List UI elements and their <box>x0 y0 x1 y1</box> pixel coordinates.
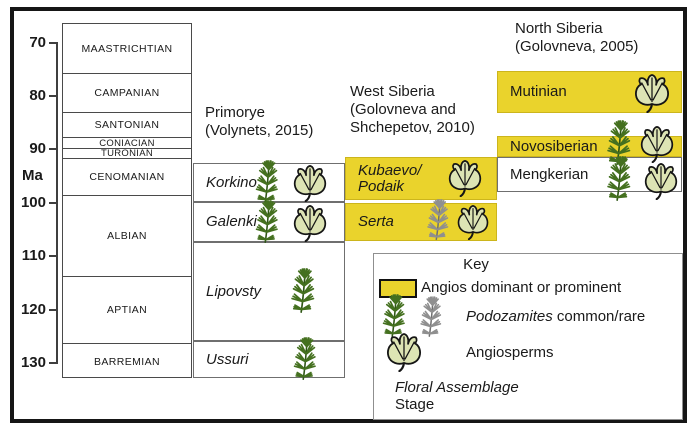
angios-dominant-label: Angios dominant or prominent <box>421 279 622 296</box>
angiosperm-icon <box>635 125 679 163</box>
angiosperm-icon <box>288 204 332 242</box>
stage-row-coniacian <box>63 137 191 148</box>
podozamites-common-icon <box>288 337 322 381</box>
stage-label: ALBIAN <box>107 230 147 242</box>
stage-row-campanian <box>63 73 191 112</box>
stage-label: CAMPANIAN <box>94 87 160 99</box>
assemblage-label: Serta <box>358 213 394 230</box>
podozamites-rare-icon <box>422 199 454 241</box>
primorye-header-line2: (Volynets, 2015) <box>205 122 314 139</box>
angiosperm-icon <box>629 73 675 113</box>
stage-label: MAASTRICHTIAN <box>81 42 173 55</box>
assemblage-label: Mengkerian <box>510 165 589 183</box>
north-siberia-header-line1: North Siberia <box>515 20 603 37</box>
angiosperm-icon <box>288 164 332 202</box>
podozamites-label <box>466 309 645 325</box>
podozamites-common-icon <box>285 268 321 314</box>
tick-label-90: 90 <box>29 140 46 158</box>
tick-mark <box>49 309 57 311</box>
assemblage-label: Lipovsty <box>206 282 262 300</box>
stage-label: TURONIAN <box>100 148 153 159</box>
west-siberia-header-line2: (Golovneva and <box>350 101 456 118</box>
stage-label: CONIACIAN <box>99 137 155 149</box>
assemblage-label-line1: Kubaevo/ <box>358 161 422 179</box>
tick-mark <box>49 42 57 44</box>
angiosperm-icon <box>443 159 487 197</box>
floral-assemblage-note: Floral Assemblage <box>395 379 519 396</box>
tick-mark <box>49 362 57 364</box>
stage-row-albian <box>63 195 191 276</box>
tick-mark <box>49 255 57 257</box>
podozamites-common-icon <box>250 160 284 204</box>
podozamites-common-icon <box>250 200 284 244</box>
assemblage-label: Mutinian <box>510 83 567 100</box>
stage-label: SANTONIAN <box>94 119 160 131</box>
angiosperm-icon <box>452 204 494 240</box>
ma-unit-label: Ma <box>22 167 43 184</box>
tick-label-100: 100 <box>20 193 46 211</box>
assemblage-ussuri <box>193 341 345 378</box>
stage-note: Stage <box>395 396 435 413</box>
stage-label: CENOMANIAN <box>89 171 165 183</box>
assemblage-label: Ussuri <box>206 350 249 368</box>
podozamites-word: Podozamites <box>466 308 553 325</box>
primorye-header-line1: Primorye <box>205 104 266 121</box>
assemblage-label: Korkino <box>206 173 257 191</box>
tick-label-130: 130 <box>20 353 46 371</box>
assemblage-label: Novosiberian <box>510 137 598 155</box>
podozamites-rest: common/rare <box>552 308 646 325</box>
stage-label: BARREMIAN <box>93 355 161 368</box>
assemblage-label: Galenki <box>206 213 257 230</box>
north-siberia-header-line2: (Golovneva, 2005) <box>515 38 639 55</box>
tick-mark <box>49 95 57 97</box>
stage-row-cenomanian <box>63 158 191 195</box>
assemblage-label-line2: Podaik <box>358 177 404 195</box>
assemblage-label <box>346 163 421 195</box>
stage-row-turonian <box>63 148 191 158</box>
tick-label-80: 80 <box>29 86 46 104</box>
tick-mark <box>49 202 57 204</box>
angiosperms-label: Angiosperms <box>466 344 554 361</box>
stage-row-santonian <box>63 112 191 137</box>
podozamites-common-icon <box>602 156 636 202</box>
chronostratigraphic-column <box>62 23 192 378</box>
stage-row-barremian <box>63 343 191 379</box>
assemblage-lipovsty <box>193 242 345 341</box>
north-siberia-header <box>515 20 638 56</box>
key-title: Key <box>463 256 489 273</box>
tick-label-70: 70 <box>29 33 46 51</box>
primorye-header <box>205 104 313 140</box>
west-siberia-header-line3: Shchepetov, 2010) <box>350 119 475 136</box>
tick-mark <box>49 148 57 150</box>
west-siberia-header <box>350 83 475 137</box>
tick-label-120: 120 <box>20 300 46 318</box>
stage-label: APTIAN <box>106 304 148 316</box>
stage-row-aptian <box>63 276 191 343</box>
stage-row-maastrichtian <box>63 24 191 73</box>
angiosperm-icon <box>639 162 683 200</box>
angiosperm-icon <box>381 332 427 372</box>
tick-label-110: 110 <box>21 247 46 265</box>
west-siberia-header-line1: West Siberia <box>350 83 435 100</box>
